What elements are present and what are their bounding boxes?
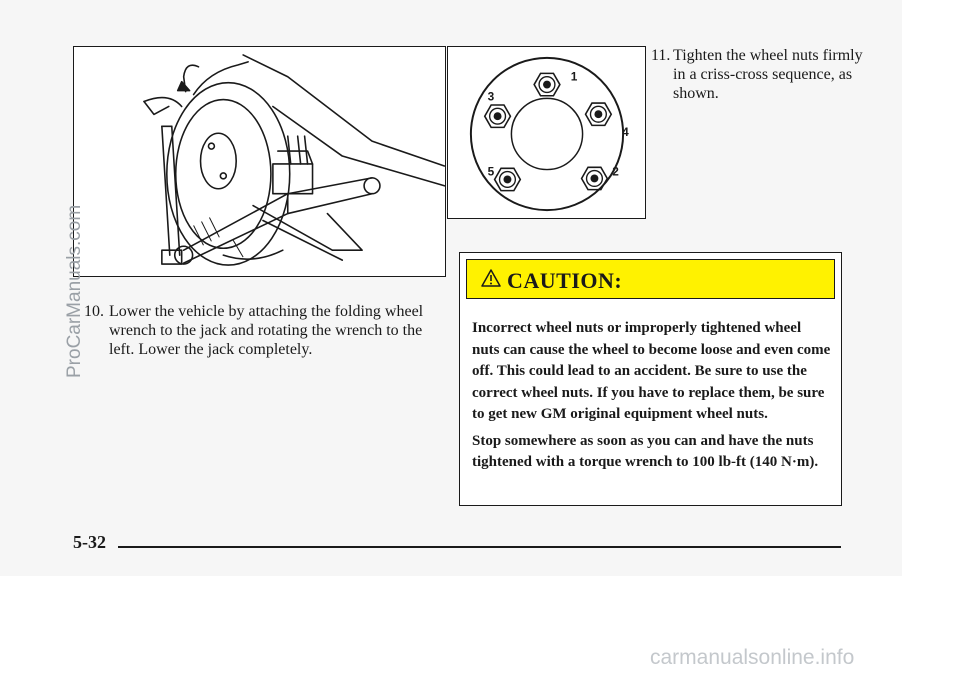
caution-paragraph: Incorrect wheel nuts or improperly tightened wheel nuts can cause the wheel to become loose and even come off. This could lead to an accident. Be sure to use the correct wheel nuts. If you have to replace them, be sure to get new GM original equipment wheel nuts.	[472, 320, 831, 422]
lug-nut-pattern-illustration	[447, 46, 646, 219]
page-number: 5-32	[73, 532, 106, 552]
side-watermark: ProCarManuals.com	[64, 204, 85, 378]
lug-nut-label: 4	[622, 124, 629, 139]
lug-nut-1	[534, 70, 578, 96]
lug-nut-label: 1	[570, 69, 578, 84]
caution-paragraph: Stop somewhere as soon as you can and have the nuts tightened with a torque wrench to 100 lb-ft (140 N·m).	[472, 432, 819, 470]
warning-triangle-icon	[481, 269, 501, 287]
step-number: 11.	[651, 47, 671, 64]
caution-header	[466, 259, 835, 299]
jack-illustration	[73, 46, 446, 277]
caution-body	[472, 318, 832, 479]
jack-drawing	[74, 47, 445, 276]
step-number: 10.	[84, 303, 104, 320]
caution-title: CAUTION:	[507, 268, 623, 293]
footer-rule	[118, 546, 841, 548]
step-text: Lower the vehicle by attaching the folding wheel wrench to the jack and rotating the wrench to the left. Lower the jack completely.	[109, 303, 424, 358]
lug-nut-2	[582, 164, 620, 189]
lug-nut-label: 2	[612, 164, 619, 179]
caution-box	[459, 252, 842, 506]
bottom-watermark: carmanualsonline.info	[650, 646, 855, 669]
lug-nut-3	[485, 89, 511, 127]
lug-nut-label: 3	[487, 89, 495, 104]
lug-nut-label: 5	[487, 164, 495, 179]
step-text: Tighten the wheel nuts firmly in a criss-cross sequence, as shown.	[673, 47, 863, 102]
lug-pattern-drawing	[448, 47, 645, 218]
